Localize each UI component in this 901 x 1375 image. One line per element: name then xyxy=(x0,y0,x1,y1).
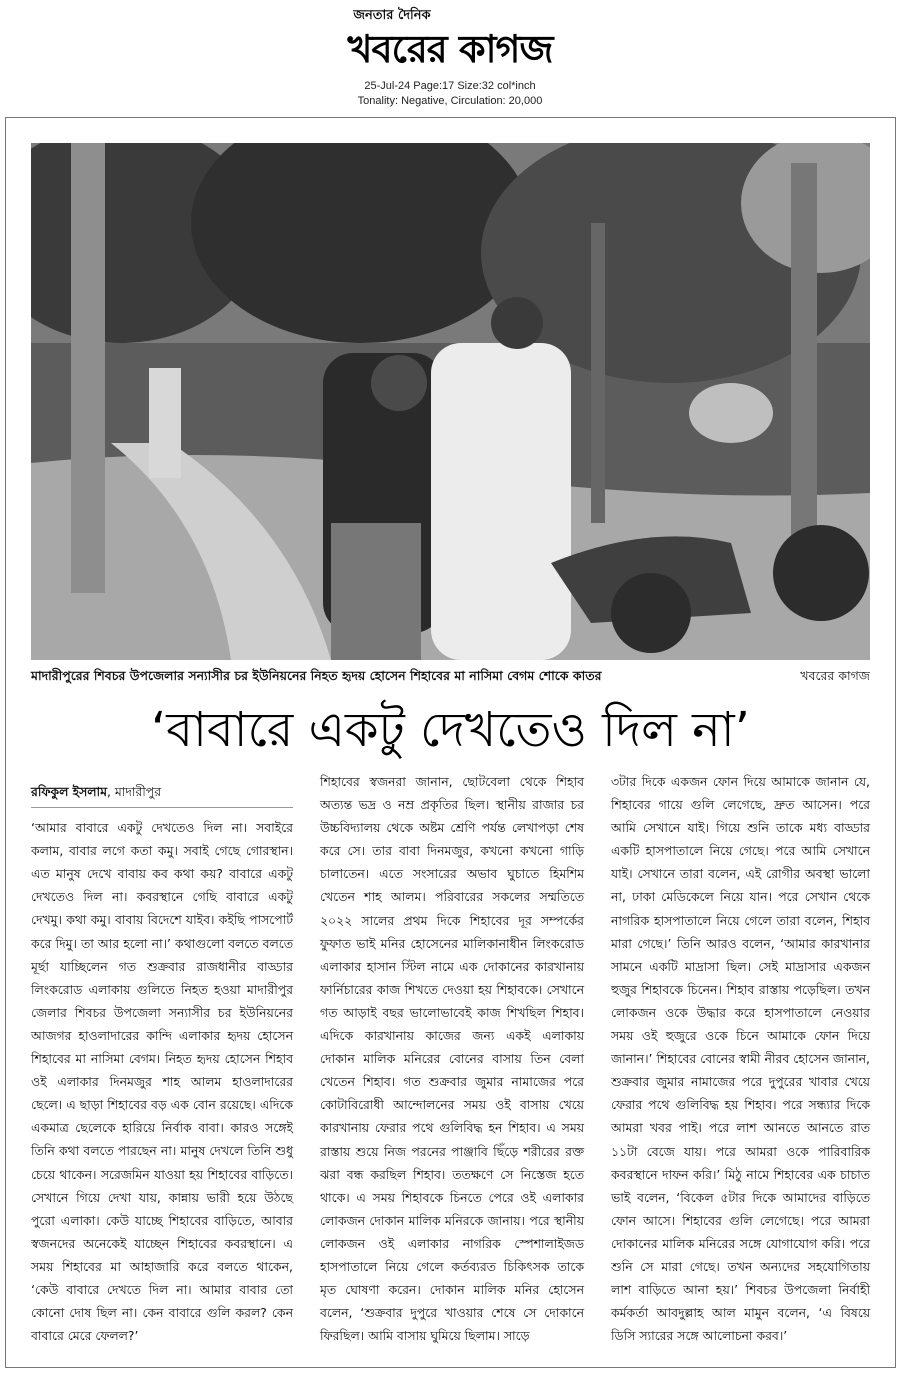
photo-caption: মাদারীপুরের শিবচর উপজেলার সন্যাসীর চর ইউনিয়নের নিহত হৃদয় হোসেন শিহাবের মা নাসিমা বেগম শোকে কাতর xyxy=(31,668,602,683)
masthead xyxy=(0,0,901,112)
article-column-3 xyxy=(611,770,870,1347)
masthead-kicker: জনতার দৈনিক xyxy=(353,8,431,23)
article-text-col2: শিহাবের স্বজনরা জানান, ছোটবেলা থেকে শিহাব অত্যন্ত ভদ্র ও নম্র প্রকৃতির ছিল। স্থানীয় রাজার চর উচ্চবিদ্যালয় থেকে অষ্টম শ্রেণি পর্যন্ত লেখাপড়া শেষ করে সে। তার বাবা দিনমজুর, কখনো কখনো গাড়ি চালাতেন। এতে সংসারের অভাব ঘুচাতে হিমশিম খেতেন শাহ আলম। পরিবারের সকলের সম্মতিতে ২০২২ সালের প্রথম দিকে শিহাবের দূর সম্পর্কের ফুফাত ভাই মনির হোসেনের মালিকানাধীন লিংকরোড এলাকার হাসান স্টিল নামে এক দোকানের কারখানায় ফার্নিচারের কাজ শিখতে দেওয়া হয় শিহাবকে। সেখানে গত আড়াই বছর ভালোভাবেই কাজ শিখছিল শিহাব। এদিকে কারখানায় কাজের জন্য একই এলাকায় দোকান মালিক মনিরের বোনের বাসায় তিন বেলা খেতেন শিহাব। গত শুক্রবার জুমার নামাজের পরে কোটাবিরোধী আন্দোলনের সময় ওই বাসায় খেয়ে কারখানায় ফেরার পথে গুলিবিদ্ধ হন শিহাব। এ সময় রাস্তায় শুয়ে নিজ পরনের পাঞ্জাবি ছিঁড়ে শরীরের রক্ত ঝরা বন্ধ করছিল শিহাব। ততক্ষণে সে নিস্তেজ হতে থাকে। এ সময় শিহাবকে চিনতে পেরে ওই এলাকার লোকজন দোকান মালিক মনিরকে জানায়। পরে স্থানীয় লোকজন ওই এলাকার নাগরিক স্পেশালাইজড হাসপাতালে নিয়ে গেলে কর্তব্যরত চিকিৎসক তাকে মৃত ঘোষণা করেন। দোকান মালিক মনির হোসেন বলেন, ‘শুক্রবার দুপুরে খাওয়ার শেষে সে দোকানে ফিরছিল। আমি বাসায় ঘুমিয়ে ছিলাম। সাড়ে xyxy=(320,774,584,1344)
clipping-meta-date-page: 25-Jul-24 Page:17 Size:32 col*inch xyxy=(364,80,536,92)
newspaper-name: খবরের কাগজ xyxy=(347,27,553,71)
photo-credit: খবরের কাগজ xyxy=(800,668,870,683)
article-text-col1: ‘আমার বাবারে একটু দেখতেও দিল না। সবাইরে কলাম, বাবার লগে কতা কমু। সবাই গেছে গোরস্থান। এত মানুষ দেখে বাবায় কব কথা কয়? বাবারে একটু দেখতেও দিল না। কবরস্থানে গেছি বাবারে একটু দেখমু। কথা কমু। বাবায় বিদেশে যাইব। কইছি পাসপোর্ট করে দিমু। তা আর হলো না।’ কথাগুলো বলতে বলতে মূর্ছা যাচ্ছিলেন গত শুক্রবার রাজধানীর বাড্ডার লিংকরোড এলাকায় গুলিতে নিহত হওয়া মাদারীপুর জেলার শিবচর উপজেলা সন্যাসীর চর ইউনিয়নের আজগর হাওলাদারের কান্দি এলাকার হৃদয় হোসেন শিহাবের মা নাসিমা বেগম। নিহত হৃদয় হোসেন শিহাব ওই এলাকার দিনমজুর শাহ আলম হাওলাদারের ছেলে। এ ছাড়া শিহাবের বড় এক বোন রয়েছে। এদিকে একমাত্র ছেলেকে হারিয়ে নির্বাক বাবা। কারও সঙ্গেই তিনি কথা বলতে পারছেন না। মানুষ দেখলে তিনি শুধু চেয়ে থাকেন। সরেজমিন যাওয়া হয় শিহাবের বাড়িতে। সেখানে গিয়ে দেখা যায়, কান্নায় ভারী হয়ে উঠছে পুরো এলাকা। কেউ যাচ্ছে শিহাবের বাড়িতে, আবার স্বজনদের অনেকেই যাচ্ছেন শিহাবের কবরস্থানে। এ সময় শিহাবের মা আহাজারি করে বলতে থাকেন, ‘কেউ বাবারে দেখতে দিল না। আমার বাবার তো কোনো দোষ ছিল না। কেন বাবারে গুলি করল? কেন বাবারে মেরে ফেলল?’ xyxy=(31,820,293,1344)
article-text-col3: ৩টার দিকে একজন ফোন দিয়ে আমাকে জানান যে, শিহাবের গায়ে গুলি লেগেছে, দ্রুত আসেন। পরে আমি সেখানে যাই। গিয়ে শুনি তাকে মধ্য বাড্ডার একটি হাসপাতালে নিয়ে গেছে। পরে আমি সেখানে যাই। সেখানে তারা বলেন, এই রোগীর অবস্থা ভালো না, ঢাকা মেডিকেলে নিয়ে যান। পরে সেখান থেকে নাগরিক হাসপাতালে নিয়ে গেলে তারা বলেন, শিহাব মারা গেছে।’ তিনি আরও বলেন, ‘আমার কারখানার সামনে একটি মাদ্রাসা ছিল। সেই মাদ্রাসার একজন হুজুর শিহাবকে চিনেন। শিহাব রাস্তায় পড়েছিল। তখন লোকজন ওকে উদ্ধার করে হাসপাতালে নেওয়ার সময় ওই হুজুরে ওকে চিনে আমাকে ফোন দিয়ে জানান।’ শিহাবের বোনের স্বামী নীরব হোসেন জানান, শুক্রবার জুমার নামাজের পরে দুপুরের খাবার খেয়ে ফেরার পথে গুলিবিদ্ধ হয় শিহাব। পরে সন্ধ্যার দিকে আমরা খবর পাই। পরে লাশ আনতে আনতে রাত ১১টা বেজে যায়। পরে আমরা ওকে পারিবারিক কবরস্থানে দাফন করি।’ মিঠু নামে শিহাবের এক চাচাত ভাই বলেন, ‘বিকেল ৫টার দিকে আমাদের বাড়িতে ফোন আসে। শিহাবের গুলি লেগেছে। পরে আমরা দোকানের মালিক মনিরের সঙ্গে যোগাযোগ করি। পরে শুনি সে মারা গেছে। তখন অন্যদের সহযোগিতায় লাশ বাড়িতে আনা হয়।’ শিবচর উপজেলা নির্বাহী কর্মকর্তা আবদুল্লাহ আল মামুন বলেন, ‘এ বিষয়ে ডিসি স্যারের সঙ্গে আলোচনা করব।’ xyxy=(611,774,870,1344)
article-column-2 xyxy=(320,770,584,1347)
article-column-1 xyxy=(31,780,293,1347)
byline xyxy=(31,780,293,808)
article-headline: ‘বাবারে একটু দেখতেও দিল না’ xyxy=(151,702,750,758)
byline-location: , মাদারীপুর xyxy=(106,784,162,799)
byline-name: রফিকুল ইসলাম xyxy=(31,784,107,799)
clipping-meta-tonality: Tonality: Negative, Circulation: 20,000 xyxy=(357,95,543,107)
news-photo xyxy=(31,143,870,660)
